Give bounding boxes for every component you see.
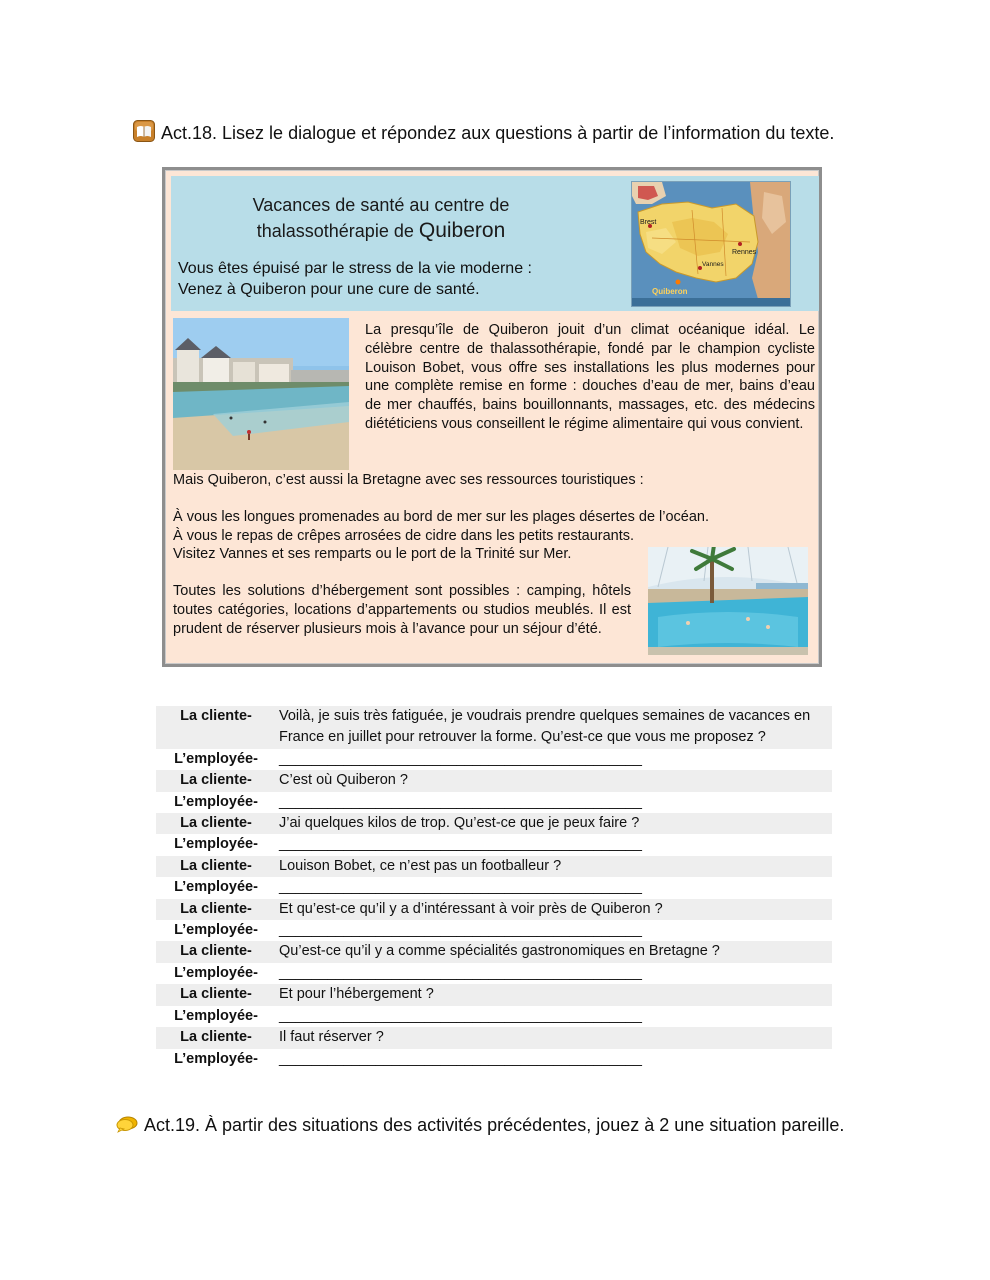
speaker-label: L’employée- xyxy=(156,1006,276,1027)
speaker-label: La cliente- xyxy=(156,899,276,920)
speaker-label: L’employée- xyxy=(156,792,276,813)
dialogue-row-client xyxy=(156,856,832,877)
speech-bubble-icon xyxy=(116,1113,138,1131)
speaker-label: La cliente- xyxy=(156,813,276,834)
speaker-label: L’employée- xyxy=(156,749,276,770)
map-label-vannes: Vannes xyxy=(702,261,724,268)
dialogue-table xyxy=(156,706,832,1070)
client-line: Et pour l’hébergement ? xyxy=(276,984,832,1005)
speaker-label: La cliente- xyxy=(156,984,276,1005)
answer-blank[interactable]: _____________________________________________ xyxy=(276,963,832,984)
dialogue-row-client xyxy=(156,706,832,749)
dialogue-row-client xyxy=(156,899,832,920)
client-line: Il faut réserver ? xyxy=(276,1027,832,1048)
speaker-label: La cliente- xyxy=(156,856,276,877)
answer-blank[interactable]: _____________________________________________ xyxy=(276,749,832,770)
ad-title-line2 xyxy=(171,218,591,244)
ad-activity-line1: À vous les longues promenades au bord de mer sur les plages désertes de l’océan. xyxy=(173,509,710,525)
dialogue-row-employee xyxy=(156,1006,832,1027)
activity-19-instruction xyxy=(116,1111,976,1139)
dialogue-row-employee xyxy=(156,792,832,813)
speaker-label: L’employée- xyxy=(156,963,276,984)
speaker-label: L’employée- xyxy=(156,877,276,898)
dialogue-row-employee xyxy=(156,963,832,984)
map-label-quiberon: Quiberon xyxy=(652,287,688,296)
dialogue-row-employee xyxy=(156,877,832,898)
dialogue-row-client xyxy=(156,984,832,1005)
speaker-label: L’employée- xyxy=(156,834,276,855)
ad-activity-line2: À vous le repas de crêpes arrosées de cidre dans les petits restaurants. xyxy=(173,527,635,544)
ad-header xyxy=(171,176,819,311)
ad-title-line2-prefix: thalassothérapie de xyxy=(256,221,419,241)
ad-subtitle xyxy=(178,258,598,300)
quiberon-beach-photo xyxy=(173,318,349,470)
answer-blank[interactable]: _____________________________________________ xyxy=(276,1006,832,1027)
activity-18-text: Act.18. Lisez le dialogue et répondez aux questions à partir de l’information du texte. xyxy=(161,123,835,143)
dialogue-row-client xyxy=(156,770,832,791)
speaker-label: La cliente- xyxy=(156,941,276,962)
answer-blank[interactable]: _____________________________________________ xyxy=(276,877,832,898)
activity-18-instruction xyxy=(133,118,933,148)
speaker-label: L’employée- xyxy=(156,1049,276,1070)
client-line: Et qu’est-ce qu’il y a d’intéressant à voir près de Quiberon ? xyxy=(276,899,832,920)
map-label-rennes: Rennes xyxy=(732,249,757,256)
speaker-label: La cliente- xyxy=(156,1027,276,1048)
dialogue-row-client xyxy=(156,941,832,962)
brittany-map-image xyxy=(631,181,791,307)
answer-blank[interactable]: _____________________________________________ xyxy=(276,834,832,855)
client-line: J’ai quelques kilos de trop. Qu’est-ce que je peux faire ? xyxy=(276,813,832,834)
quiberon-advertisement xyxy=(162,167,822,667)
client-line: Louison Bobet, ce n’est pas un footballeur ? xyxy=(276,856,832,877)
speaker-label: L’employée- xyxy=(156,920,276,941)
dialogue-row-employee xyxy=(156,920,832,941)
dialogue-row-client xyxy=(156,813,832,834)
dialogue-row-client xyxy=(156,1027,832,1048)
client-line: Voilà, je suis très fatiguée, je voudrais prendre quelques semaines de vacances en France en juillet pour retrouver la forme. Qu’est-ce que vous me proposez ? xyxy=(276,706,832,749)
speaker-label: La cliente- xyxy=(156,770,276,791)
answer-blank[interactable]: _____________________________________________ xyxy=(276,1049,832,1070)
client-line: C’est où Quiberon ? xyxy=(276,770,832,791)
ad-paragraph-center: La presqu’île de Quiberon jouit d’un climat océanique idéal. Le célèbre centre de thalassothérapie, fondé par le champion cycliste Louison Bobet, vous offre ses installations les plus modernes pour une complète remise en forme : douches d’eau de mer, bains d’eau de mer chauffés, bains bouillonnants, massages, etc. des médecins diététiciens vous conseillent le régime alimentaire qui vous convient. xyxy=(365,322,815,432)
speaker-label: La cliente- xyxy=(156,706,276,749)
map-label-brest: Brest xyxy=(640,219,657,226)
activity-19-text: Act.19. À partir des situations des activités précédentes, jouez à 2 une situation pareille. xyxy=(144,1115,845,1135)
ad-subtitle-line1: Vous êtes épuisé par le stress de la vie moderne : xyxy=(178,260,532,277)
ad-title xyxy=(171,192,591,244)
thalasso-pool-photo xyxy=(648,547,808,655)
ad-subtitle-line2: Venez à Quiberon pour une cure de santé. xyxy=(178,281,480,298)
book-icon xyxy=(133,120,155,142)
dialogue-row-employee xyxy=(156,834,832,855)
answer-blank[interactable]: _____________________________________________ xyxy=(276,920,832,941)
dialogue-row-employee xyxy=(156,749,832,770)
ad-paragraph-accommodation: Toutes les solutions d’hébergement sont possibles : camping, hôtels toutes catégories, locations d’appartements ou studios meublés. Il est prudent de réserver plusieurs mois à l’avance pour un séjour d’été. xyxy=(173,583,631,637)
dialogue-row-employee xyxy=(156,1049,832,1070)
client-line: Qu’est-ce qu’il y a comme spécialités gastronomiques en Bretagne ? xyxy=(276,941,832,962)
ad-title-quiberon: Quiberon xyxy=(418,219,506,242)
ad-paragraph-tourism: Mais Quiberon, c’est aussi la Bretagne avec ses ressources touristiques : xyxy=(173,472,644,488)
ad-activity-line3: Visitez Vannes et ses remparts ou le port de la Trinité sur Mer. xyxy=(173,546,572,562)
ad-title-line1: Vacances de santé au centre de xyxy=(252,195,510,215)
answer-blank[interactable]: _____________________________________________ xyxy=(276,792,832,813)
